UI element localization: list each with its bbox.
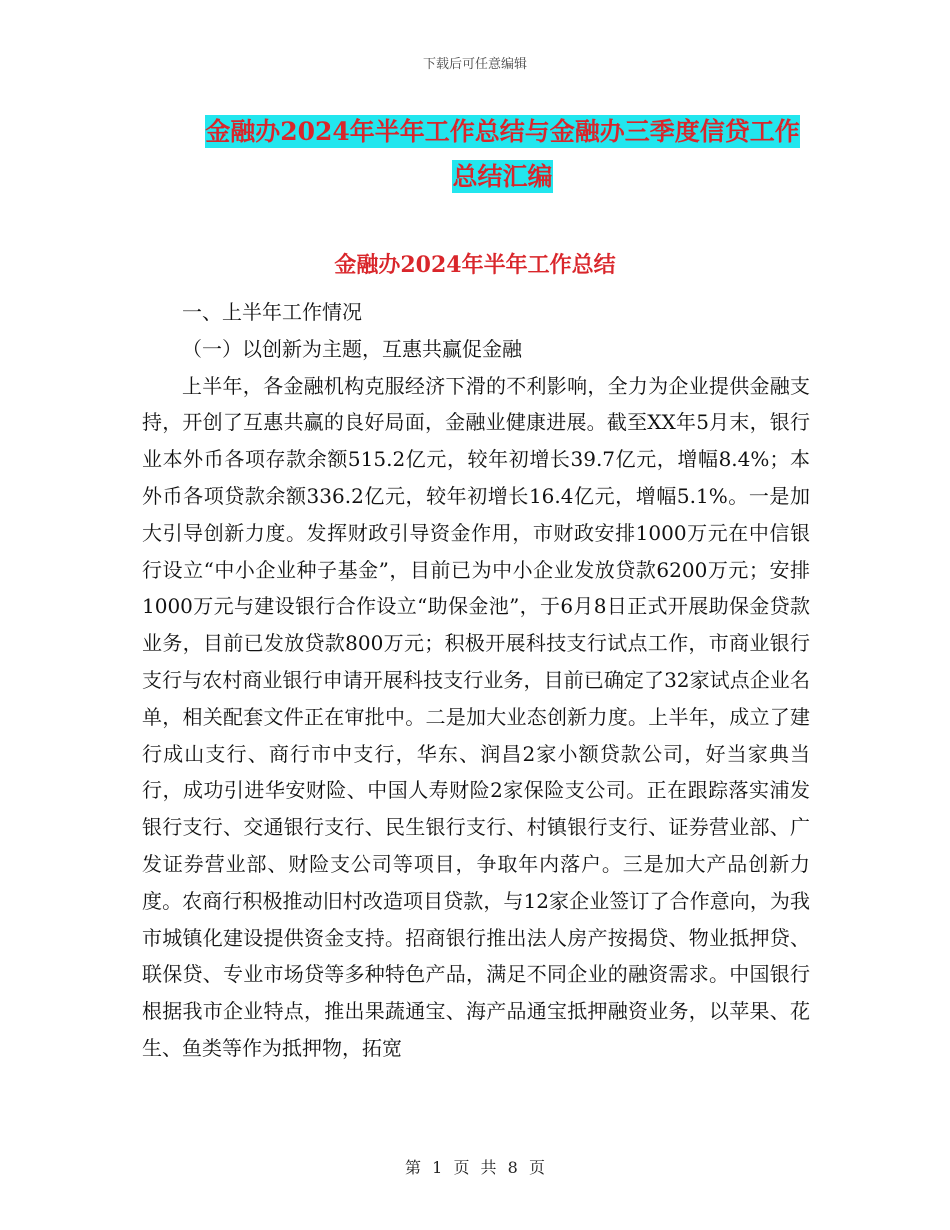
footer-page-prefix: 第 xyxy=(405,1158,422,1177)
footer-page-suffix: 页 xyxy=(528,1158,545,1177)
title-highlight-1: 金融办2024年半年工作总结与金融办三季度信贷工作 xyxy=(205,117,800,146)
page-header: 下载后可任意编辑 xyxy=(422,57,527,72)
page-footer xyxy=(0,1155,950,1178)
title-highlight-2: 总结汇编 xyxy=(452,162,553,191)
footer-total-prefix: 共 xyxy=(480,1158,497,1177)
footer-page-current: 1 xyxy=(432,1158,443,1177)
body-paragraph: 上半年，各金融机构克服经济下滑的不利影响，全力为企业提供金融支持，开创了互惠共赢的良好局面，金融业健康进展。截至XX年5月末，银行业本外币各项存款余额515.2亿元，较年初增长39.7亿元，增幅8.4%；本外币各项贷款余额336.2亿元，较年初增长16.4亿元，增幅5.1%。一是加大引导创新力度。发挥财政引导资金作用，市财政安排1000万元在中信银行设立“中小企业种子基金”，目前已为中小企业发放贷款6200万元；安排1000万元与建设银行合作设立“助保金池”，于6月8日正式开展助保金贷款业务，目前已发放贷款800万元；积极开展科技支行试点工作，市商业银行支行与农村商业银行申请开展科技支行业务，目前已确定了32家试点企业名单，相关配套文件正在审批中。二是加大业态创新力度。上半年，成立了建行成山支行、商行市中支行，华东、润昌2家小额贷款公司，好当家典当行，成功引进华安财险、中国人寿财险2家保险支公司。正在跟踪落实浦发银行支行、交通银行支行、民生银行支行、村镇银行支行、证券营业部、广发证券营业部、财险支公司等项目，争取年内落户。三是加大产品创新力度。农商行积极推动旧村改造项目贷款，与12家企业签订了合作意向，为我市城镇化建设提供资金支持。招商银行推出法人房产按揭贷、物业抵押贷、联保贷、专业市场贷等多种特色产品，满足不同企业的融资需求。中国银行根据我市企业特点，推出果蔬通宝、海产品通宝抵押融资业务，以苹果、花生、鱼类等作为抵押物，拓宽 xyxy=(142,373,810,1060)
section-title: 金融办2024年半年工作总结 xyxy=(334,252,616,278)
document-body xyxy=(142,294,810,1067)
section-heading: 一、上半年工作情况 xyxy=(182,300,362,324)
footer-page-mid: 页 xyxy=(453,1158,470,1177)
document-title-line2 xyxy=(140,157,865,193)
footer-page-total: 8 xyxy=(507,1158,518,1177)
document-title-line1 xyxy=(140,112,865,148)
subsection-heading: （一）以创新为主题，互惠共赢促金融 xyxy=(182,336,522,361)
